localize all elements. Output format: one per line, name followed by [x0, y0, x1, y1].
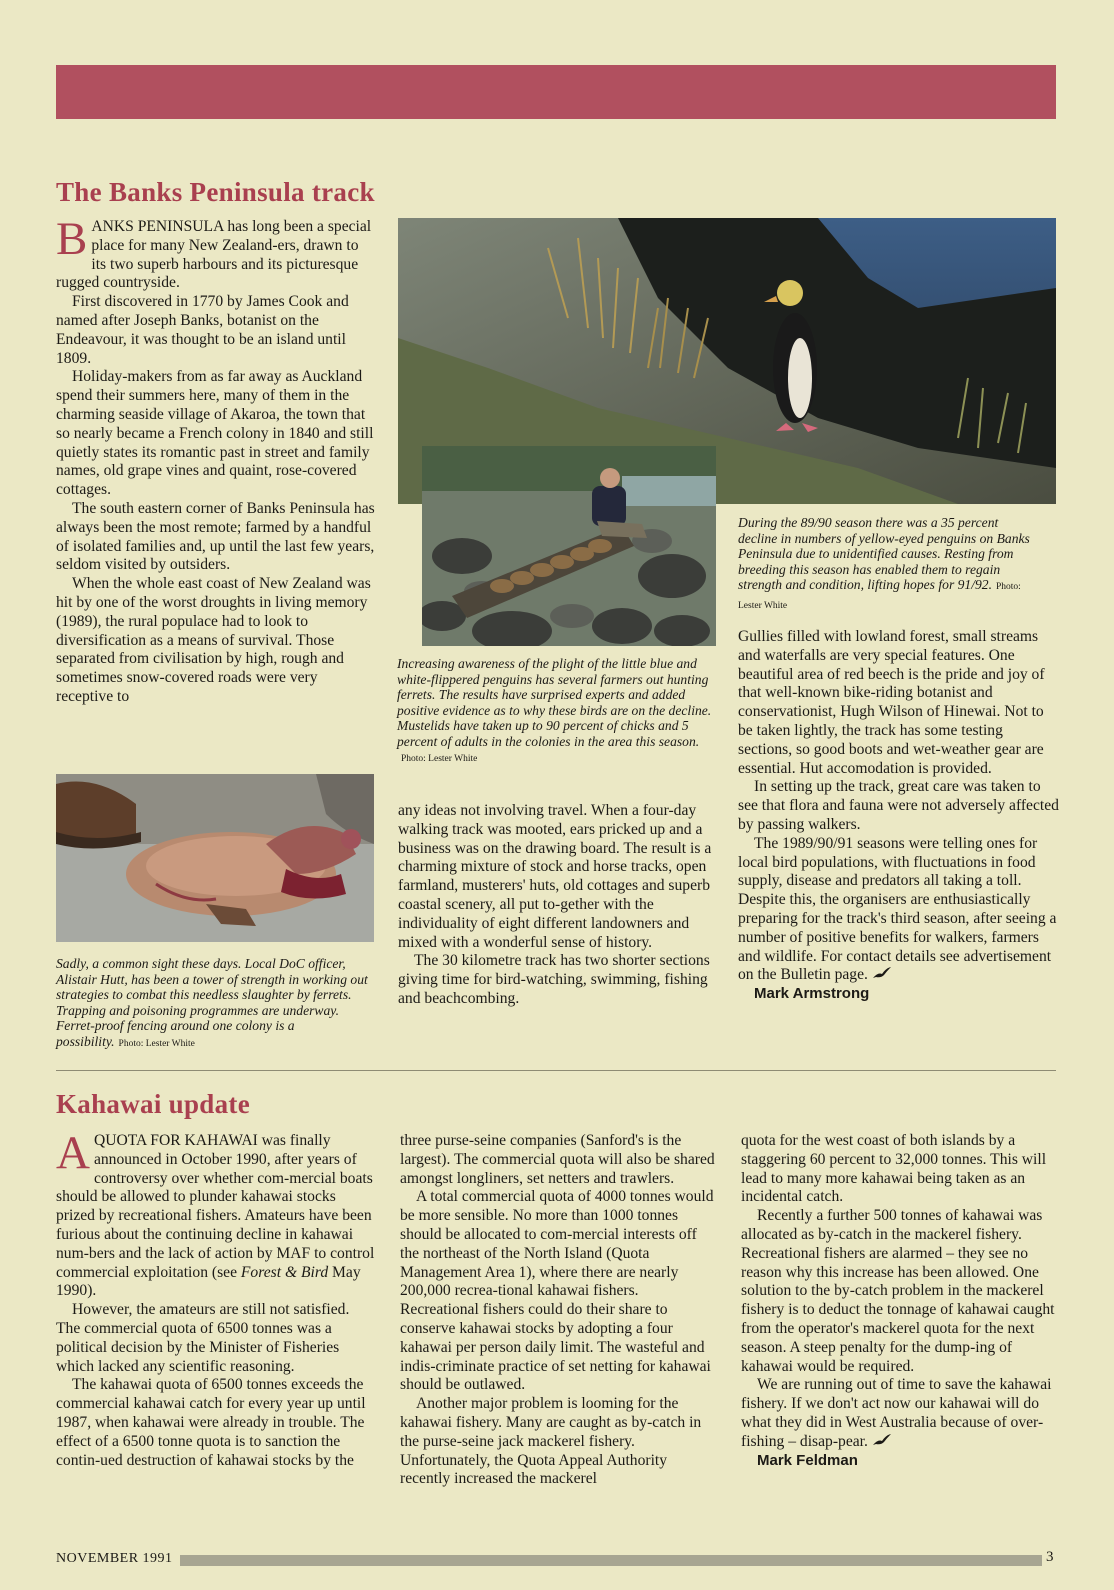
article2-paragraph: Another major problem is looming for the kahawai fishery. Many are caught as by-catch in the purse-seine jack mackerel fishery. Unfortunately, the Quota Appeal Authority recently increased the mackerel [400, 1395, 702, 1488]
footer-rule [180, 1555, 1042, 1566]
drop-cap: A [56, 1127, 90, 1179]
article2-paragraph: three purse-seine companies (Sanford's is the largest). The commercial quota will also be shared amongst longliners, set netters and trawlers. [400, 1132, 715, 1187]
article1-paragraph: Gullies filled with lowland forest, small streams and waterfalls are very special features. One beautiful area of red beech is the pride and joy of that well-known bike-riding botanist and conservationist, Hugh Wilson of Hinewai. Not to be taken lightly, the track has some testing sections, so good boots and wet-weather gear are essential. Hut accomodation is provided. [738, 628, 1045, 777]
drop-cap: B [56, 213, 88, 265]
footer-issue-date: NOVEMBER 1991 [56, 1551, 173, 1566]
byline-mark-feldman: Mark Feldman [757, 1451, 858, 1469]
article1-paragraph: BANKS PENINSULA has long been a special place for many New Zealand-ers, drawn to its two superb harbours and its picturesque rugged countryside. [56, 213, 372, 292]
article1-paragraph: The 30 kilometre track has two shorter sections giving time for bird-watching, swimming, fishing and beachcombing. [398, 952, 710, 1007]
article2-paragraph: The kahawai quota of 6500 tonnes exceeds the commercial kahawai catch for every year up until 1987, when kahawai were already in trouble. The effect of a 6500 tonne quota is to sanction the contin-ued destruction of kahawai stocks by the [56, 1376, 366, 1469]
page-number: 3 [1046, 1549, 1054, 1565]
bird-end-mark-icon [872, 966, 892, 980]
article1-paragraph: any ideas not involving travel. When a four-day walking track was mooted, ears pricked up and a business was on the drawing board. The result is a charming mixture of stock and horse tracks, open farmland, musterers' huts, old cottages and superb coastal scenery, all put to-gether with the individuality of eight different landowners and mixed with a wonderful sense of history. [398, 802, 712, 951]
article-title-banks-peninsula: The Banks Peninsula track [56, 177, 375, 207]
photo-credit: Photo: Lester White [401, 753, 478, 764]
byline-mark-armstrong: Mark Armstrong [754, 985, 870, 1003]
article2-paragraph: We are running out of time to save the kahawai fishery. If we don't act now our kahawai will do what they did in West Australia because of over-fishing – disap-pear. [741, 1376, 1052, 1450]
article1-paragraph: The south eastern corner of Banks Peninsula has always been the most remote; farmed by a handful of isolated families and, up until the last few years, seldom visited by outsiders. [56, 499, 375, 574]
article1-column-2 [398, 802, 718, 1009]
article1-column-3 [738, 628, 1060, 1004]
article1-paragraph: When the whole east coast of New Zealand was hit by one of the worst droughts in living memory (1989), the rural populace had to look to diversification as a means of survival. Those separated from civilisation by high, rough and sometimes snow-covered roads were very receptive to [56, 575, 371, 705]
article2-paragraph: Recently a further 500 tonnes of kahawai was allocated as by-catch in the mackerel fishery. Recreational fishers are alarmed – they see no reason why this increase has been allowed. One solution to the by-catch problem in the mackerel fishery is to deduct the tonnage of kahawai caught from the operator's mackerel quota for the next season. A steep penalty for the dump-ing of kahawai would be required. [741, 1207, 1055, 1375]
section-divider [56, 1070, 1056, 1071]
article1-paragraph: The 1989/90/91 seasons were telling ones for local bird populations, with fluctuations in food supply, disease and predators all taking a toll. Despite this, the organisers are enthusiastically preparing for the track's third season, after seeing a number of positive benefits for walkers, farmers and wildlife. For contact details see advertisement on the Bulletin page. [738, 834, 1057, 984]
article2-column-3 [741, 1132, 1061, 1470]
article1-column-1 [56, 213, 376, 707]
photo-credit: Photo: Lester White [118, 1038, 195, 1049]
article2-column-2 [400, 1132, 718, 1489]
bird-end-mark-icon [872, 1433, 892, 1447]
article2-column-1 [56, 1127, 376, 1470]
caption-ferrets: Increasing awareness of the plight of the little blue and white-flippered penguins has several farmers out hunting ferrets. The results have surprised experts and added positive evidence as to why these birds are on the decline. Mustelids have taken up to 90 percent of chicks and 5 percent of adults in the colonies in the area this season. Photo: Lester White [397, 656, 715, 767]
header-banner [56, 65, 1056, 119]
dead-penguin-photo [56, 774, 374, 942]
ferrets-on-beach-photo [422, 446, 716, 646]
article1-paragraph: First discovered in 1770 by James Cook and named after Joseph Banks, botanist on the Endeavour, it was thought to be an island until 1809. [56, 293, 349, 367]
article2-paragraph: A total commercial quota of 4000 tonnes would be more sensible. No more than 1000 tonnes should be allocated to com-mercial interests off the northeast of the North Island (Quota Management Area 1), where there are nearly 200,000 recrea-tional kahawai fishers. Recreational fishers could do their share to conserve kahawai stocks by adopting a four kahawai per person daily limit. The wasteful and indis-criminate practice of set netting for kahawai should be outlawed. [400, 1188, 714, 1394]
article2-paragraph: AQUOTA FOR KAHAWAI was finally announced in October 1990, after years of controversy over whether com-mercial boats should be allowed to plunder kahawai stocks prized by recreational fishers. Amateurs have been furious about the continuing decline in kahawai num-bers and the lack of action by MAF to control commercial exploitation (see Forest & Bird May 1990). [56, 1127, 375, 1300]
caption-penguin: During the 89/90 season there was a 35 percent decline in numbers of yellow-eyed penguins on Banks Peninsula due to unidentified causes. Resting from breeding this season has enabled them to regain strength and condition, lifting hopes for 91/92. Photo: Lester White [738, 515, 1030, 611]
article2-paragraph: quota for the west coast of both islands by a staggering 60 percent to 32,000 tonnes. This will lead to many more kahawai being taken as an incidental catch. [741, 1132, 1047, 1206]
article-title-kahawai-update: Kahawai update [56, 1089, 250, 1119]
caption-dead-penguin: Sadly, a common sight these days. Local DoC officer, Alistair Hutt, has been a tower of strength in working out strategies to combat this needless slaughter by ferrets. Trapping and poisoning programmes are underway. Ferret-proof fencing around one colony is a possibility. Photo: Lester White [56, 956, 368, 1049]
article1-paragraph: In setting up the track, great care was taken to see that flora and fauna were not adversely affected by passing walkers. [738, 778, 1059, 833]
article2-paragraph: However, the amateurs are still not satisfied. The commercial quota of 6500 tonnes was a political decision by the Minister of Fisheries which lacked any scientific reasoning. [56, 1301, 350, 1375]
photo-credit: Photo: Lester White [738, 582, 1021, 611]
article1-paragraph: Holiday-makers from as far away as Auckland spend their summers here, many of them in the charming seaside village of Akaroa, the town that so nearly became a French colony in 1840 and still quietly states its romantic past in street and family names, old grape vines and quaint, rose-covered cottages. [56, 368, 374, 499]
